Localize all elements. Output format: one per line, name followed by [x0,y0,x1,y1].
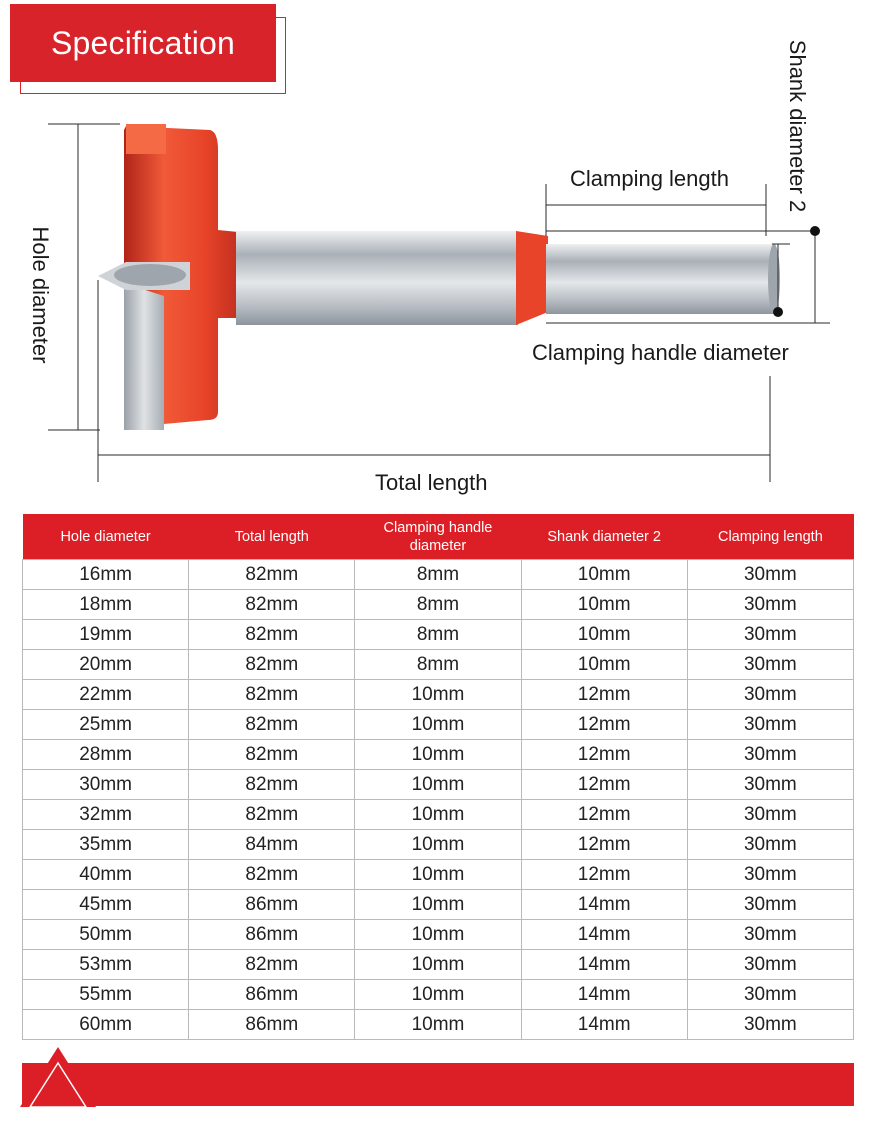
table-cell: 10mm [521,650,687,680]
table-row [23,620,854,650]
table-row [23,710,854,740]
table-cell: 32mm [23,800,189,830]
label-clamping-handle-diameter: Clamping handle diameter [532,340,789,365]
table-cell: 35mm [23,830,189,860]
table-cell: 82mm [189,650,355,680]
footer-bar [22,1063,854,1106]
table-cell: 10mm [355,1010,521,1040]
table-cell: 30mm [687,590,853,620]
table-row [23,650,854,680]
table-cell: 84mm [189,830,355,860]
dimension-dot-bottom [773,307,783,317]
table-row [23,800,854,830]
table-cell: 86mm [189,980,355,1010]
table-cell: 19mm [23,620,189,650]
label-shank-diameter-2: Shank diameter 2 [785,39,810,213]
table-cell: 30mm [687,770,853,800]
label-total-length: Total length [375,470,488,495]
table-cell: 82mm [189,620,355,650]
table-cell: 10mm [355,860,521,890]
header-clamping-length: Clamping length [687,514,853,560]
specification-table [22,514,854,1040]
table-cell: 12mm [521,800,687,830]
table-row [23,680,854,710]
table-cell: 82mm [189,860,355,890]
table-cell: 10mm [355,890,521,920]
table-cell: 14mm [521,980,687,1010]
table-cell: 18mm [23,590,189,620]
table-cell: 82mm [189,800,355,830]
table-cell: 82mm [189,710,355,740]
table-cell: 86mm [189,920,355,950]
table-cell: 25mm [23,710,189,740]
table-cell: 30mm [687,890,853,920]
footer-triangle-icon [20,1045,100,1109]
table-cell: 82mm [189,590,355,620]
table-row [23,890,854,920]
table-cell: 8mm [355,560,521,590]
table-cell: 10mm [355,950,521,980]
table-cell: 14mm [521,890,687,920]
table-cell: 12mm [521,770,687,800]
table-cell: 8mm [355,650,521,680]
table-cell: 12mm [521,860,687,890]
table-cell: 12mm [521,740,687,770]
table-cell: 30mm [687,560,853,590]
table-cell: 14mm [521,920,687,950]
banner-title: Specification [50,24,236,61]
header-shank-diameter-2: Shank diameter 2 [521,514,687,560]
table-cell: 30mm [23,770,189,800]
center-point-flute [114,264,186,286]
table-cell: 12mm [521,680,687,710]
red-head-top [126,124,166,154]
table-cell: 10mm [355,830,521,860]
table-cell: 55mm [23,980,189,1010]
table-cell: 82mm [189,740,355,770]
table-cell: 82mm [189,560,355,590]
table-cell: 45mm [23,890,189,920]
table-body [23,560,854,1040]
table-cell: 14mm [521,1010,687,1040]
table-cell: 40mm [23,860,189,890]
table-cell: 10mm [521,560,687,590]
table-row [23,1010,854,1040]
table-cell: 86mm [189,1010,355,1040]
table-row [23,950,854,980]
table-cell: 8mm [355,590,521,620]
blade [124,283,164,430]
table-cell: 30mm [687,800,853,830]
table-row [23,980,854,1010]
table-cell: 14mm [521,950,687,980]
table-cell: 30mm [687,830,853,860]
label-clamping-length: Clamping length [570,166,729,191]
table-cell: 82mm [189,770,355,800]
table-cell: 60mm [23,1010,189,1040]
table-cell: 12mm [521,830,687,860]
table-row [23,860,854,890]
table-cell: 82mm [189,680,355,710]
table-cell: 30mm [687,740,853,770]
header-total-length: Total length [189,514,355,560]
header-clamping-handle-diameter: Clamping handle diameter [355,514,521,560]
table-row [23,560,854,590]
table-cell: 10mm [355,680,521,710]
table-cell: 30mm [687,860,853,890]
table-cell: 8mm [355,620,521,650]
table-header-row [23,514,854,560]
table-cell: 86mm [189,890,355,920]
table-cell: 28mm [23,740,189,770]
table-row [23,770,854,800]
table-row [23,590,854,620]
header-hole-diameter: Hole diameter [23,514,189,560]
table-cell: 10mm [521,620,687,650]
label-hole-diameter: Hole diameter [28,226,53,364]
main-shank [236,231,518,325]
table-cell: 30mm [687,620,853,650]
clamping-shank [546,244,774,314]
table-cell: 22mm [23,680,189,710]
drill-bit-diagram [0,0,877,505]
table-cell: 30mm [687,710,853,740]
table-cell: 82mm [189,950,355,980]
table-cell: 30mm [687,650,853,680]
table-cell: 10mm [355,710,521,740]
table-row [23,830,854,860]
table-cell: 30mm [687,680,853,710]
dimension-dot-top [810,226,820,236]
table-cell: 10mm [355,770,521,800]
table-cell: 30mm [687,920,853,950]
table-cell: 10mm [355,920,521,950]
table-row [23,920,854,950]
table-cell: 20mm [23,650,189,680]
table-cell: 30mm [687,950,853,980]
table-cell: 16mm [23,560,189,590]
table-cell: 30mm [687,980,853,1010]
table-cell: 53mm [23,950,189,980]
table-cell: 10mm [521,590,687,620]
table-cell: 10mm [355,980,521,1010]
red-collar [516,231,548,325]
table-cell: 10mm [355,740,521,770]
table-row [23,740,854,770]
table-cell: 30mm [687,1010,853,1040]
table-cell: 50mm [23,920,189,950]
table-cell: 10mm [355,800,521,830]
table-cell: 12mm [521,710,687,740]
